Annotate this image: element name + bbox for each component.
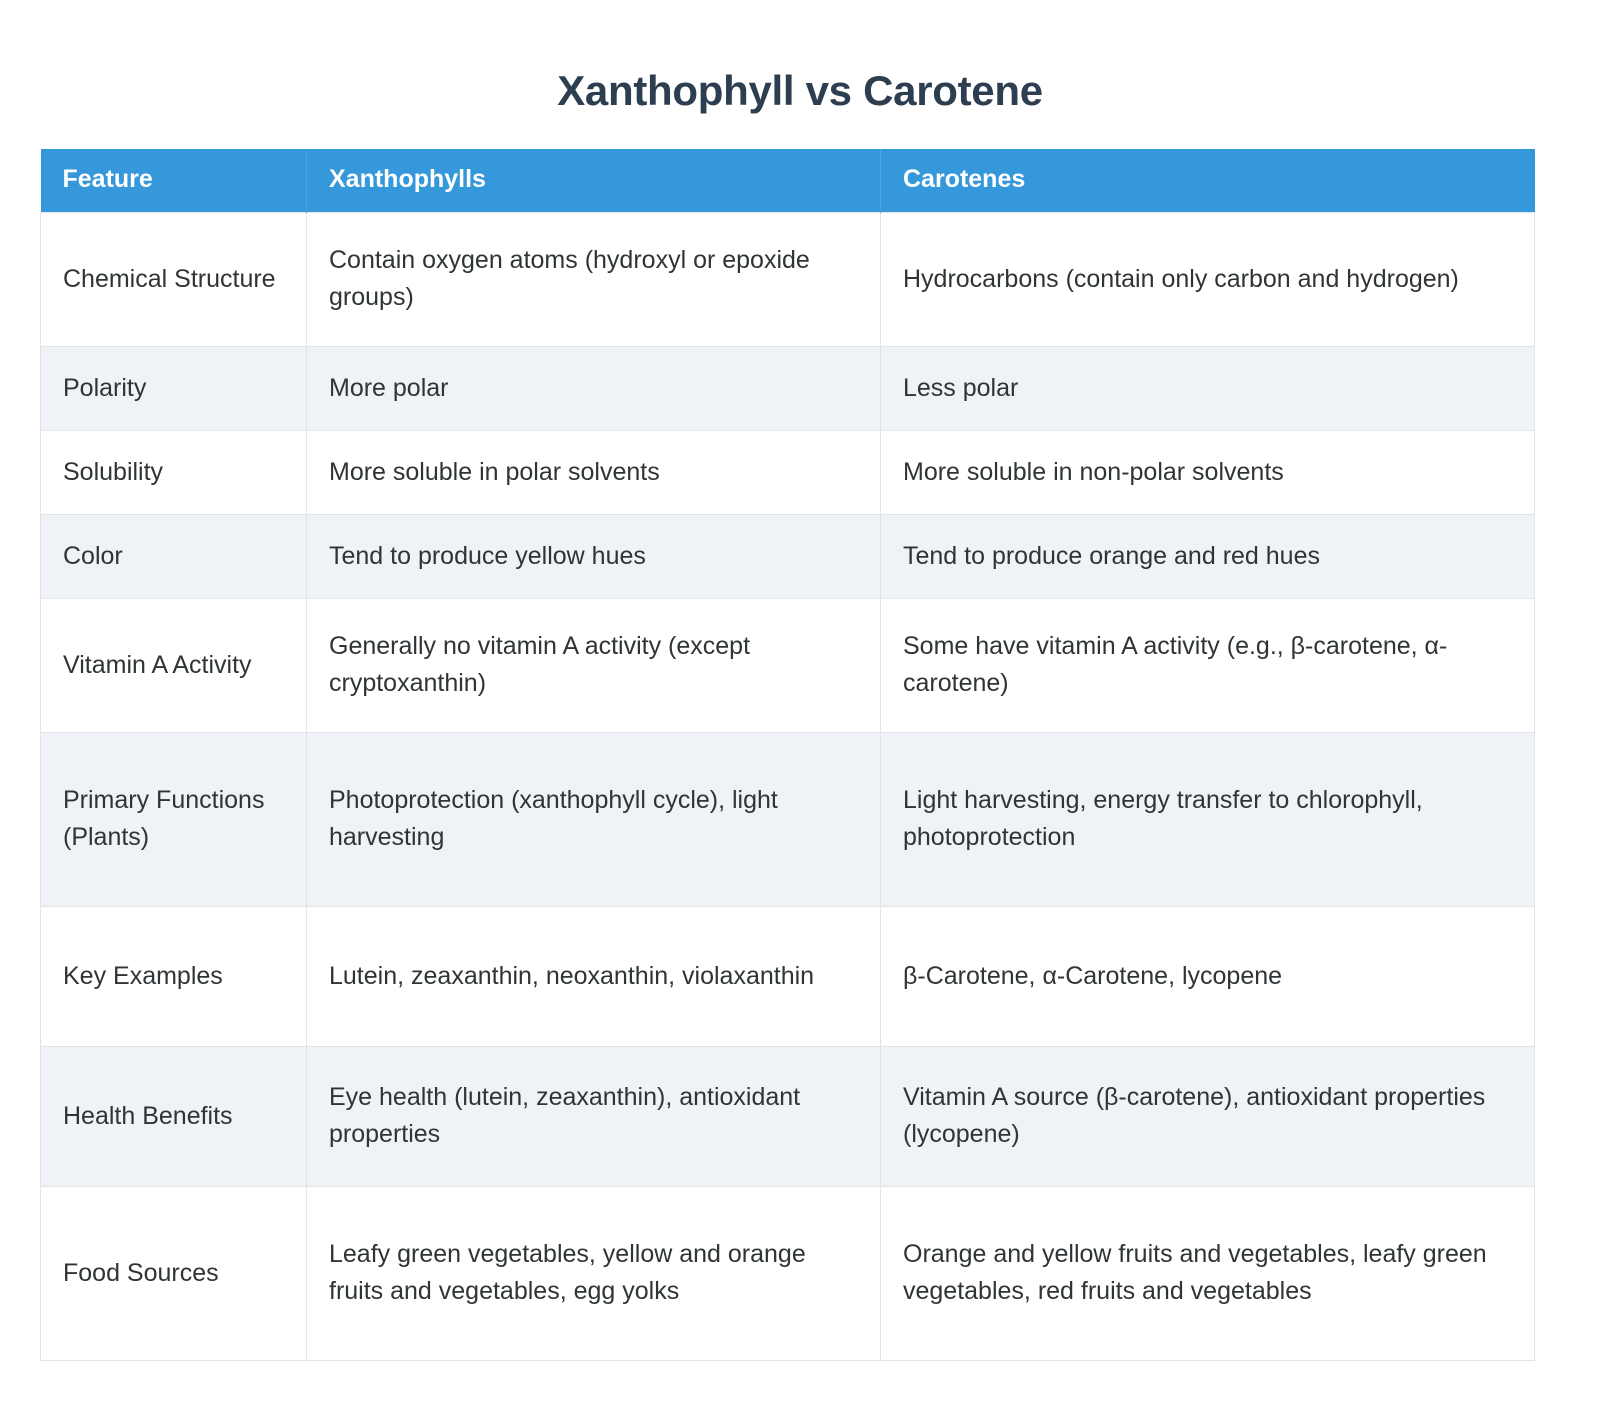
table-row <box>41 346 1535 430</box>
cell-carotenes: Less polar <box>881 346 1535 430</box>
cell-feature: Key Examples <box>41 906 307 1046</box>
cell-carotenes: β-Carotene, α-Carotene, lycopene <box>881 906 1535 1046</box>
table-row <box>41 1046 1535 1186</box>
cell-feature: Chemical Structure <box>41 212 307 346</box>
cell-xanthophylls: More polar <box>307 346 881 430</box>
cell-feature: Color <box>41 514 307 598</box>
cell-feature: Polarity <box>41 346 307 430</box>
cell-xanthophylls: Generally no vitamin A activity (except cryptoxanthin) <box>307 598 881 732</box>
table-row <box>41 212 1535 346</box>
table-row <box>41 732 1535 906</box>
table-row <box>41 598 1535 732</box>
cell-carotenes: Some have vitamin A activity (e.g., β-carotene, α-carotene) <box>881 598 1535 732</box>
cell-carotenes: More soluble in non-polar solvents <box>881 430 1535 514</box>
cell-xanthophylls: Tend to produce yellow hues <box>307 514 881 598</box>
page-title: Xanthophyll vs Carotene <box>557 67 1043 115</box>
column-header-xanthophylls: Xanthophylls <box>307 149 881 213</box>
table-row <box>41 1186 1535 1360</box>
cell-carotenes: Tend to produce orange and red hues <box>881 514 1535 598</box>
cell-feature: Primary Functions (Plants) <box>41 732 307 906</box>
table-row <box>41 514 1535 598</box>
cell-feature: Health Benefits <box>41 1046 307 1186</box>
cell-feature: Solubility <box>41 430 307 514</box>
cell-carotenes: Orange and yellow fruits and vegetables, leafy green vegetables, red fruits and vegetables <box>881 1186 1535 1360</box>
cell-carotenes: Hydrocarbons (contain only carbon and hydrogen) <box>881 212 1535 346</box>
cell-feature: Vitamin A Activity <box>41 598 307 732</box>
cell-xanthophylls: Eye health (lutein, zeaxanthin), antioxidant properties <box>307 1046 881 1186</box>
table-row <box>41 430 1535 514</box>
cell-carotenes: Vitamin A source (β-carotene), antioxidant properties (lycopene) <box>881 1046 1535 1186</box>
cell-xanthophylls: Contain oxygen atoms (hydroxyl or epoxide groups) <box>307 212 881 346</box>
table-header <box>41 149 1535 213</box>
table-row <box>41 906 1535 1046</box>
cell-carotenes: Light harvesting, energy transfer to chlorophyll, photoprotection <box>881 732 1535 906</box>
comparison-table-container <box>40 149 1534 1361</box>
cell-xanthophylls: Leafy green vegetables, yellow and orange fruits and vegetables, egg yolks <box>307 1186 881 1360</box>
cell-xanthophylls: Photoprotection (xanthophyll cycle), light harvesting <box>307 732 881 906</box>
comparison-table <box>40 149 1535 1361</box>
table-header-row <box>41 149 1535 213</box>
table-body <box>41 212 1535 1360</box>
cell-feature: Food Sources <box>41 1186 307 1360</box>
column-header-feature: Feature <box>41 149 307 213</box>
cell-xanthophylls: More soluble in polar solvents <box>307 430 881 514</box>
cell-xanthophylls: Lutein, zeaxanthin, neoxanthin, violaxanthin <box>307 906 881 1046</box>
column-header-carotenes: Carotenes <box>881 149 1535 213</box>
page-root <box>0 28 1600 1418</box>
